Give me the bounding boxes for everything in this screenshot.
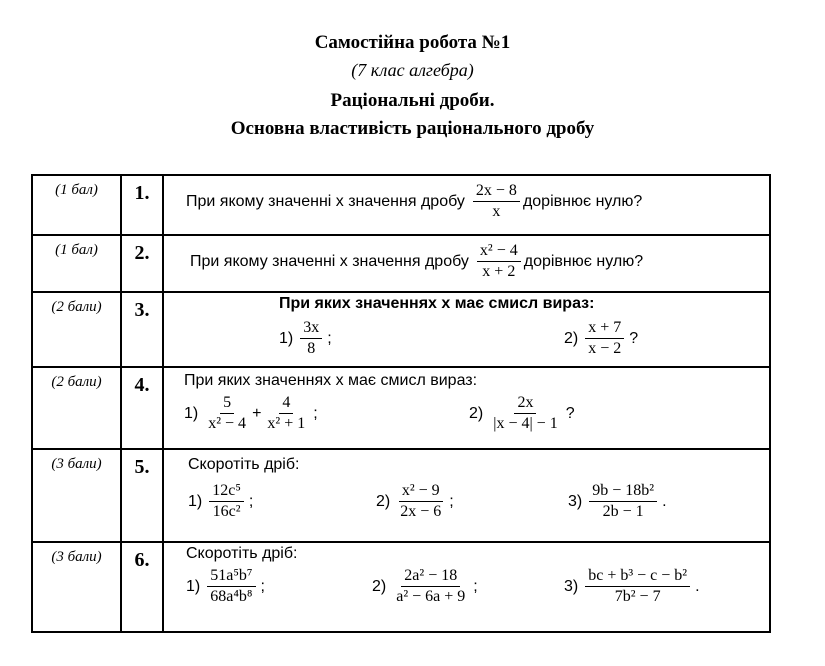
fraction-numerator: bc + b³ − c − b²	[585, 567, 690, 587]
item-tail: ;	[327, 329, 332, 347]
task-number: 1.	[121, 175, 163, 235]
fraction-denominator: 16c²	[212, 503, 241, 520]
fraction-numerator: 2a² − 18	[401, 567, 460, 587]
task-number: 4.	[121, 367, 163, 449]
item-label: 1)	[186, 577, 201, 595]
item-label: 3)	[568, 492, 583, 510]
item-tail: ;	[260, 577, 265, 595]
task-statement	[186, 182, 642, 221]
fraction-numerator: 5	[220, 394, 234, 414]
statement-post: дорівнює нулю?	[523, 252, 644, 270]
task-number: 5.	[121, 449, 163, 542]
fraction-denominator: x + 2	[482, 263, 516, 280]
fraction	[207, 567, 255, 606]
task-item-1	[279, 319, 332, 358]
fraction-denominator: 2b − 1	[602, 503, 644, 520]
task-content	[163, 175, 770, 235]
statement-post: дорівнює нулю?	[522, 192, 643, 210]
item-label: 2)	[469, 404, 484, 422]
statement-pre: При якому значенні x значення дробу	[186, 192, 465, 210]
worksheet-topic: Раціональні дроби.	[330, 90, 495, 111]
task-content	[163, 235, 770, 292]
worksheet-subtopic: Основна властивість раціонального дробу	[230, 118, 595, 139]
task-content	[163, 292, 770, 367]
task-content	[163, 367, 770, 449]
task-item-1	[188, 482, 253, 521]
tasks-table	[31, 174, 771, 633]
item-tail: .	[662, 492, 667, 510]
fraction-denominator: 8	[307, 340, 316, 357]
fraction-numerator: x² − 4	[477, 242, 521, 262]
item-label: 3)	[564, 577, 579, 595]
fraction-denominator: x² + 1	[267, 415, 306, 432]
fraction-numerator: 9b − 18b²	[589, 482, 657, 502]
item-tail: .	[695, 577, 700, 595]
task-number: 3.	[121, 292, 163, 367]
task-row-3	[32, 292, 770, 367]
fraction	[490, 394, 560, 433]
task-item-3	[568, 482, 667, 521]
fraction-numerator: 12c⁵	[209, 482, 244, 502]
fraction-numerator: 4	[279, 394, 293, 414]
task-points: (2 бали)	[32, 367, 121, 449]
fraction-denominator: |x − 4| − 1	[493, 415, 558, 432]
fraction-denominator: x² − 4	[208, 415, 247, 432]
item-tail: ;	[248, 492, 254, 510]
worksheet-title: Самостійна робота №1	[314, 32, 511, 53]
fraction	[393, 567, 468, 606]
task-item-3	[564, 567, 700, 606]
fraction-numerator: x + 7	[585, 319, 624, 339]
task-item-1	[186, 567, 265, 606]
task-statement	[190, 242, 643, 281]
fraction-denominator: 68a⁴b⁸	[210, 588, 253, 605]
fraction-denominator: x	[492, 203, 501, 220]
task-row-6	[32, 542, 770, 632]
task-points: (3 бали)	[32, 542, 121, 632]
fraction	[300, 319, 322, 358]
task-item-2	[469, 394, 575, 433]
task-number: 6.	[121, 542, 163, 632]
task-points: (2 бали)	[32, 292, 121, 367]
item-tail: ;	[313, 404, 318, 422]
item-label: 1)	[279, 329, 294, 347]
task-statement: При яких значеннях x має смисл вираз:	[279, 295, 595, 312]
item-tail: ;	[473, 577, 478, 595]
task-item-1	[184, 394, 318, 433]
fraction	[209, 482, 244, 521]
fraction	[473, 182, 520, 221]
item-label: 2)	[564, 329, 579, 347]
fraction-numerator: 3x	[300, 319, 322, 339]
fraction	[589, 482, 657, 521]
task-number: 2.	[121, 235, 163, 292]
item-label: 1)	[184, 404, 199, 422]
task-statement: При яких значеннях x має смисл вираз:	[184, 372, 478, 389]
task-item-2	[564, 319, 638, 358]
fraction-numerator: 2x − 8	[473, 182, 520, 202]
task-points: (1 бал)	[32, 235, 121, 292]
task-points: (1 бал)	[32, 175, 121, 235]
task-row-5	[32, 449, 770, 542]
fraction-numerator: x² − 9	[399, 482, 443, 502]
task-content	[163, 542, 770, 632]
fraction-2	[264, 394, 308, 433]
item-tail: ;	[449, 492, 454, 510]
item-tail: ?	[629, 329, 639, 347]
task-statement: Скоротіть дріб:	[188, 456, 300, 473]
task-item-2	[376, 482, 454, 521]
task-points: (3 бали)	[32, 449, 121, 542]
item-tail: ?	[565, 404, 575, 422]
fraction	[585, 567, 690, 606]
task-row-2	[32, 235, 770, 292]
fraction	[585, 319, 624, 358]
task-row-1	[32, 175, 770, 235]
fraction	[205, 394, 249, 433]
worksheet-subtitle: (7 клас алгебра)	[351, 60, 474, 80]
operator: +	[252, 404, 262, 422]
statement-pre: При якому значенні x значення дробу	[190, 252, 469, 270]
fraction	[477, 242, 521, 281]
fraction-denominator: a² − 6a + 9	[396, 588, 466, 605]
fraction-denominator: x − 2	[588, 340, 622, 357]
fraction-denominator: 7b² − 7	[614, 588, 661, 605]
task-item-2	[372, 567, 478, 606]
item-label: 2)	[376, 492, 391, 510]
fraction-denominator: 2x − 6	[400, 503, 442, 520]
task-statement: Скоротіть дріб:	[186, 545, 298, 562]
item-label: 2)	[372, 577, 387, 595]
fraction-numerator: 51a⁵b⁷	[207, 567, 255, 587]
fraction-numerator: 2x	[514, 394, 536, 414]
fraction	[397, 482, 444, 521]
item-label: 1)	[188, 492, 203, 510]
task-content	[163, 449, 770, 542]
task-row-4	[32, 367, 770, 449]
